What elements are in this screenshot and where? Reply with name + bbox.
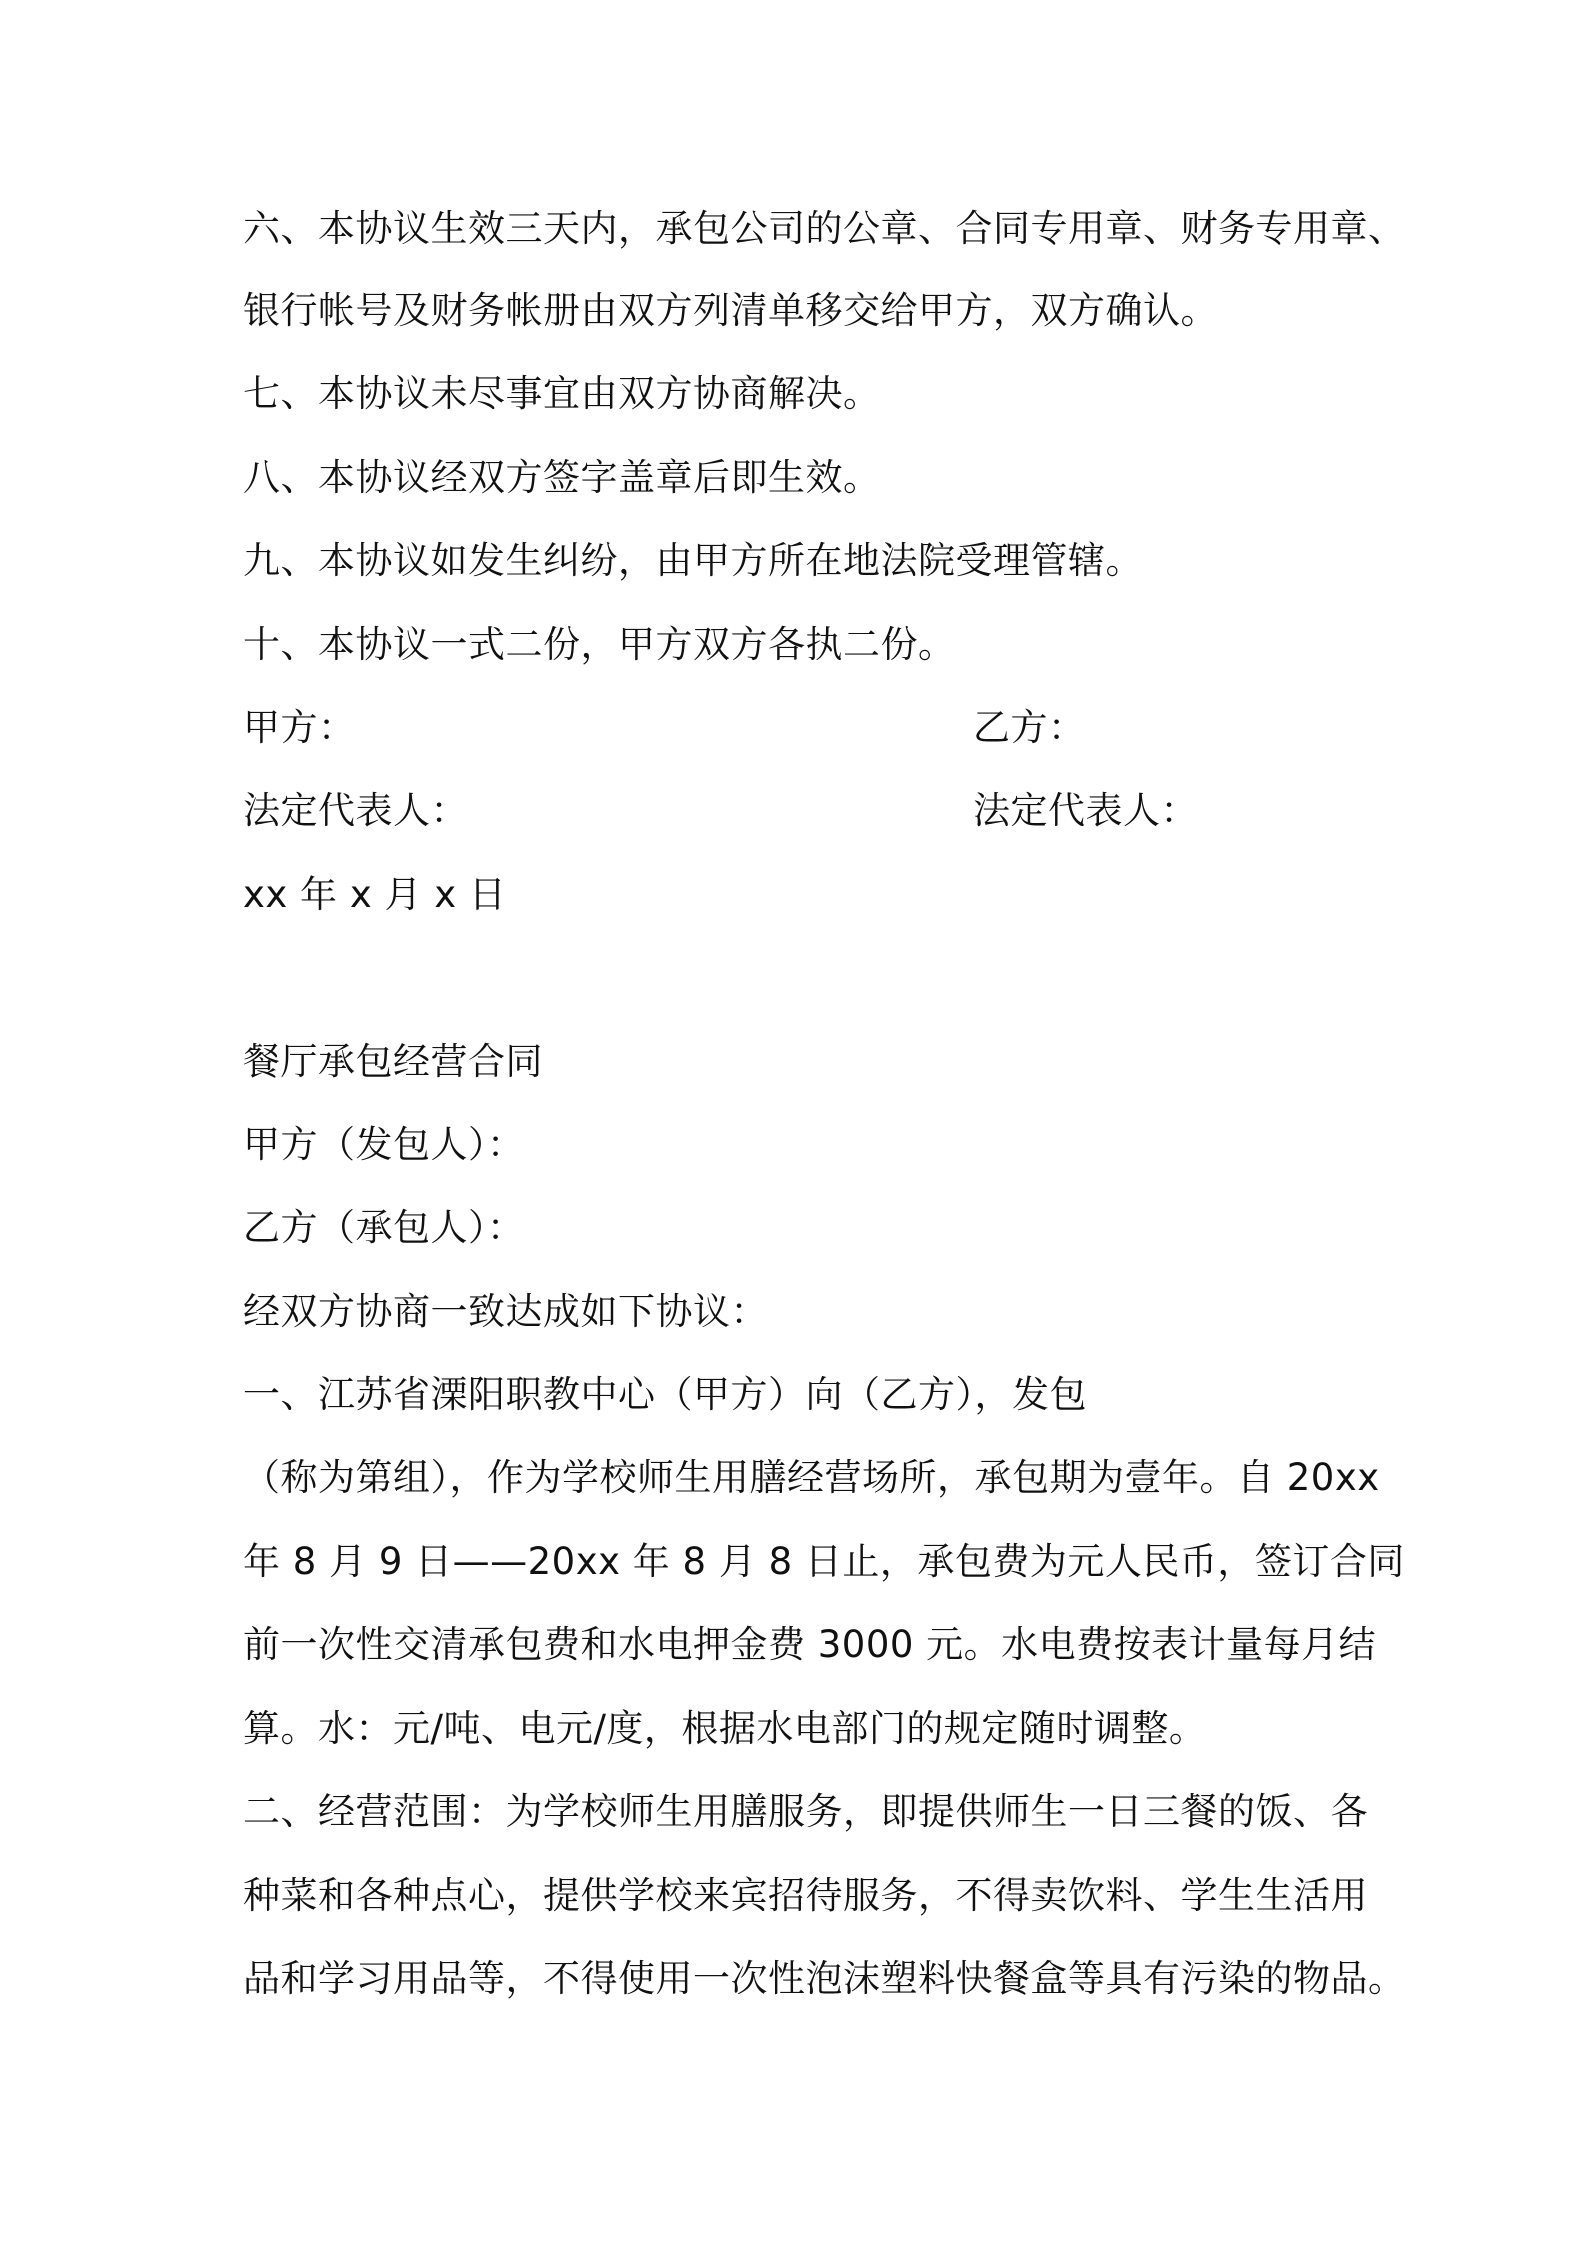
clause-6-line-1: 六、本协议生效三天内，承包公司的公章、合同专用章、财务专用章、	[243, 207, 1406, 250]
contract-clause-2-line-3: 品和学习用品等，不得使用一次性泡沫塑料快餐盒等具有污染的物品。	[243, 1957, 1406, 2000]
contract-clause-1-line-4: 前一次性交清承包费和水电押金费 3000 元。水电费按表计量每月结	[243, 1623, 1377, 1666]
contract-clause-2-line-1: 二、经营范围：为学校师生用膳服务，即提供师生一日三餐的饭、各	[243, 1790, 1368, 1833]
contract-clause-1-line-2: （称为第组），作为学校师生用膳经营场所，承包期为壹年。自 20xx	[243, 1456, 1380, 1499]
party-b-representative-label: 法定代表人：	[973, 789, 1198, 832]
clause-8: 八、本协议经双方签字盖章后即生效。	[243, 456, 881, 499]
party-a-signature-label: 甲方：	[243, 706, 356, 749]
clause-9: 九、本协议如发生纠纷，由甲方所在地法院受理管辖。	[243, 539, 1143, 582]
signing-date: xx 年 x 月 x 日	[243, 873, 507, 916]
clause-7: 七、本协议未尽事宜由双方协商解决。	[243, 372, 881, 415]
party-b-signature-label: 乙方：	[973, 706, 1086, 749]
contract-clause-1-line-3: 年 8 月 9 日——20xx 年 8 月 8 日止，承包费为元人民币，签订合同	[243, 1540, 1405, 1583]
clause-10: 十、本协议一式二份，甲方双方各执二份。	[243, 623, 956, 666]
contract-clause-1-line-5: 算。水：元/吨、电元/度，根据水电部门的规定随时调整。	[243, 1707, 1207, 1750]
contract-clause-1-line-1: 一、江苏省溧阳职教中心（甲方）向（乙方），发包	[243, 1373, 1087, 1416]
party-a-representative-label: 法定代表人：	[243, 789, 468, 832]
contract-intro: 经双方协商一致达成如下协议：	[243, 1290, 768, 1333]
contract-title: 餐厅承包经营合同	[243, 1040, 543, 1083]
contract-clause-2-line-2: 种菜和各种点心，提供学校来宾招待服务，不得卖饮料、学生生活用	[243, 1874, 1368, 1917]
contract-party-b: 乙方（承包人）：	[243, 1206, 525, 1249]
clause-6-line-2: 银行帐号及财务帐册由双方列清单移交给甲方，双方确认。	[243, 289, 1218, 332]
contract-party-a: 甲方（发包人）：	[243, 1123, 525, 1166]
